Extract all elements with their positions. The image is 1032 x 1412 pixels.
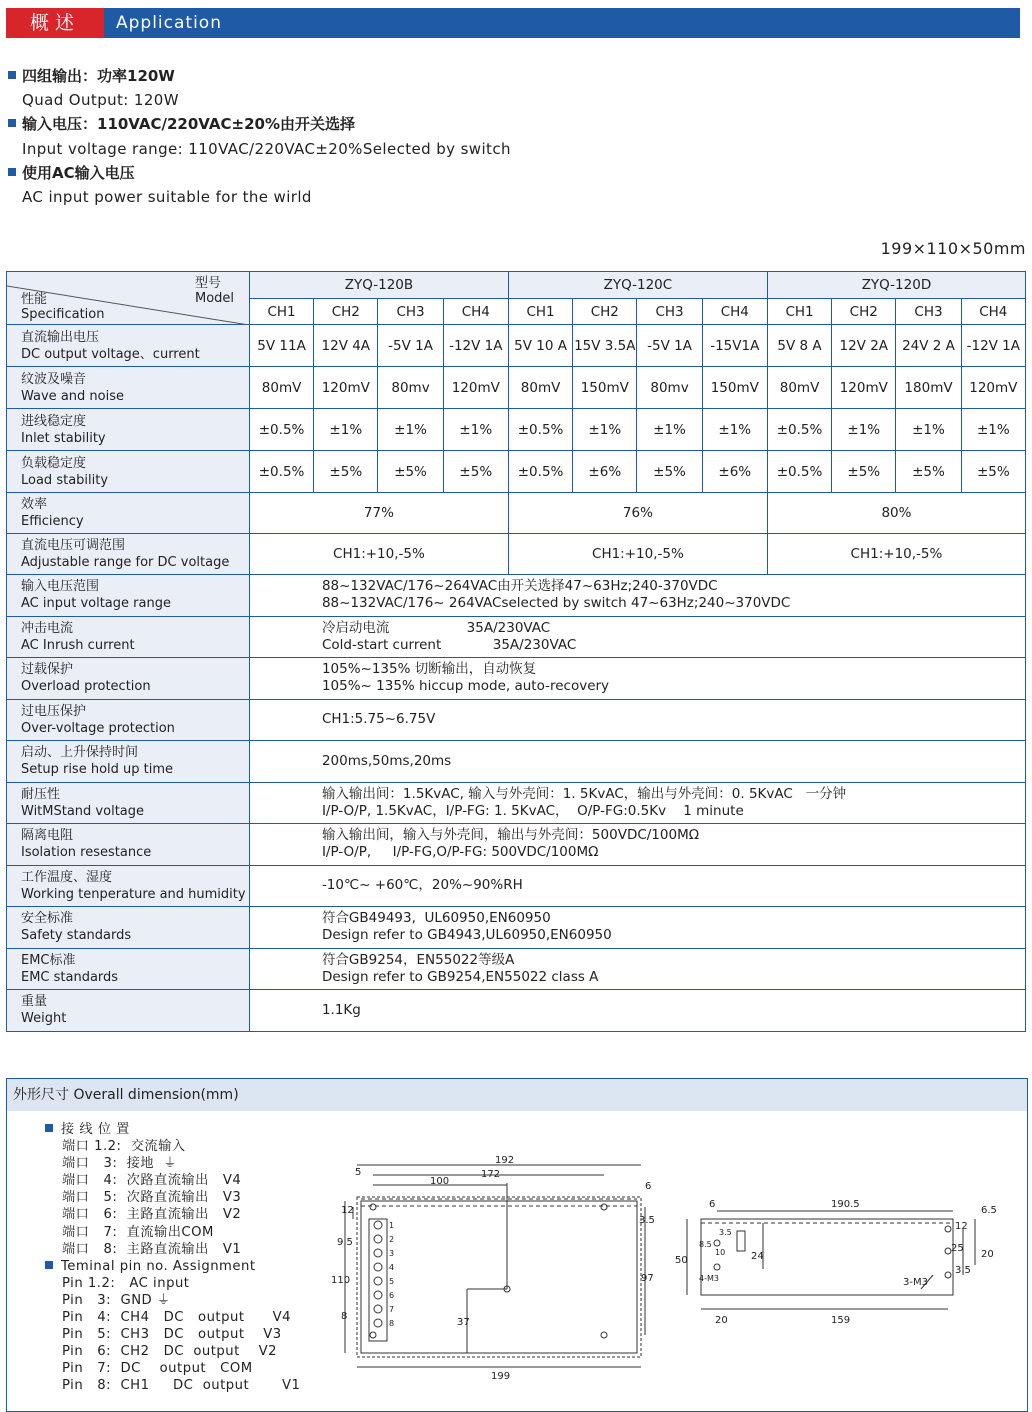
bullet-square-icon	[45, 1261, 53, 1269]
table-row	[7, 782, 1026, 824]
size-dimensions: 199×110×50mm	[880, 239, 1026, 258]
table-cell: -12V 1A	[443, 325, 508, 367]
table-cell: ±1%	[443, 409, 508, 451]
table-cell: 15V 3.5A	[573, 325, 637, 367]
terminal-number: 3	[389, 1249, 395, 1258]
row-label-cn: EMC标准	[21, 952, 76, 968]
cell-line: 符合GB49493, UL60950,EN60950	[321, 910, 551, 927]
dim-24: 24	[751, 1251, 764, 1262]
cell-line: 105%~ 135% hiccup mode, auto-recovery	[321, 678, 610, 695]
dimension-section-title: 外形尺寸 Overall dimension(mm)	[7, 1079, 1027, 1111]
row-label	[7, 409, 250, 451]
dim-97: 97	[641, 1273, 654, 1284]
row-label-en: Load stability	[21, 472, 109, 488]
table-cell: ±0.5%	[508, 409, 572, 451]
side-view-drawing	[671, 1189, 1011, 1389]
row-label-cn: 工作温度、湿度	[21, 869, 113, 885]
section-title-cn: 概述	[6, 8, 104, 38]
row-label	[7, 367, 250, 409]
table-cell: ±1%	[961, 409, 1025, 451]
cell-line: 1.1Kg	[321, 1001, 361, 1018]
table-cell	[249, 616, 1025, 658]
table-cell: 80mV	[508, 367, 572, 409]
row-label-cn: 隔离电阻	[21, 828, 74, 844]
dim-190-5: 190.5	[831, 1199, 860, 1210]
table-cell: 120mV	[314, 367, 378, 409]
table-cell: CH1:+10,-5%	[249, 534, 508, 575]
table-corner-cell	[7, 272, 250, 325]
row-label	[7, 575, 250, 617]
dim-3-5: 3.5	[719, 1228, 732, 1237]
table-cell: -12V 1A	[961, 325, 1025, 367]
table-cell	[249, 990, 1025, 1032]
row-label	[7, 741, 250, 783]
table-row	[7, 616, 1026, 658]
table-cell: ±5%	[314, 451, 378, 493]
table-row	[7, 741, 1026, 783]
cell-line: Design refer to GB4943,UL60950,EN60950	[321, 927, 612, 944]
row-label	[7, 865, 250, 907]
row-label-en: Weight	[21, 1011, 67, 1027]
terminal-number: 8	[389, 1319, 395, 1328]
dim-110: 110	[331, 1275, 351, 1286]
table-cell	[249, 575, 1025, 617]
corner-spec-label: 性能 Specification	[21, 292, 105, 322]
dim-8: 8	[341, 1311, 348, 1322]
row-label-en: Working tenperature and humidity	[21, 886, 246, 902]
dimension-section	[6, 1078, 1028, 1412]
dim-192: 192	[495, 1155, 515, 1166]
row-label	[7, 824, 250, 866]
row-label-cn: 耐压性	[21, 786, 61, 802]
table-cell: 12V 4A	[314, 325, 378, 367]
table-cell: -5V 1A	[637, 325, 702, 367]
model-header: ZYQ-120D	[767, 272, 1025, 299]
table-cell: 80mV	[249, 367, 313, 409]
dim-9-5: 9.5	[337, 1237, 353, 1248]
table-cell: -5V 1A	[378, 325, 443, 367]
pin-cn-item: 端口 1.2: 交流输入	[62, 1139, 186, 1155]
table-cell	[249, 782, 1025, 824]
table-cell: 80mv	[378, 367, 443, 409]
row-label-cn: 过载保护	[21, 662, 74, 678]
table-cell: ±1%	[896, 409, 961, 451]
table-cell: CH1:+10,-5%	[767, 534, 1025, 575]
cell-line: 105%~135% 切断输出，自动恢复	[321, 661, 537, 678]
row-label-cn: 冲击电流	[21, 620, 74, 636]
table-row	[7, 865, 1026, 907]
row-label	[7, 782, 250, 824]
cell-line: Cold-start current 35A/230VAC	[321, 636, 577, 653]
terminal-number: 6	[389, 1291, 395, 1300]
feature-list	[8, 64, 511, 209]
table-cell: 80mv	[637, 367, 702, 409]
channel-header: CH3	[378, 299, 443, 325]
table-cell	[249, 824, 1025, 866]
row-label-cn: 安全标准	[21, 911, 74, 927]
dim-4-m3: 4-M3	[699, 1274, 719, 1283]
table-cell: ±1%	[314, 409, 378, 451]
cell-line: -10℃~ +60℃，20%~90%RH	[321, 877, 523, 894]
feature-en: AC input power suitable for the wirld	[22, 188, 312, 207]
dim-20: 20	[981, 1249, 994, 1260]
corner-model-label: 型号 Model	[195, 276, 235, 306]
table-cell: 24V 2 A	[896, 325, 961, 367]
table-row	[7, 575, 1026, 617]
channel-header: CH1	[508, 299, 572, 325]
cell-line: 符合GB9254，EN55022等级A	[321, 951, 515, 968]
section-header	[6, 8, 1020, 38]
pin-en-item: Pin 3: GND ⏚	[62, 1292, 171, 1308]
row-label-cn: 过电压保护	[21, 703, 87, 719]
table-cell: 150mV	[702, 367, 767, 409]
table-cell: ±1%	[832, 409, 896, 451]
section-title-en: Application	[116, 13, 222, 33]
pin-assignment	[45, 1121, 300, 1395]
pin-cn-title: 接 线 位 置	[45, 1121, 300, 1138]
cell-line: I/P-O/P, I/P-FG,O/P-FG: 500VDC/100MΩ	[321, 844, 599, 861]
terminal-number: 5	[389, 1277, 395, 1286]
feature-cn: 四组输出：功率120W	[8, 64, 511, 88]
table-cell	[249, 741, 1025, 783]
channel-header: CH2	[573, 299, 637, 325]
table-cell: ±0.5%	[508, 451, 572, 493]
table-row	[7, 493, 1026, 534]
pin-en-item: Pin 6: CH2 DC output V2	[62, 1344, 277, 1360]
table-cell: 76%	[508, 493, 767, 534]
table-cell: -15V1A	[702, 325, 767, 367]
row-label-en: Wave and noise	[21, 388, 124, 404]
row-label	[7, 325, 250, 367]
model-header: ZYQ-120B	[249, 272, 508, 299]
cell-line: 输入输出间：1.5KvAC, 输入与外壳间：1. 5KvAC，输出与外壳间：0. 5KvAC 一分钟	[321, 785, 847, 802]
row-label-cn: 重量	[21, 994, 48, 1010]
dim-12: 12	[955, 1221, 968, 1232]
row-label-cn: 进线稳定度	[21, 413, 87, 429]
table-cell	[249, 907, 1025, 949]
row-label	[7, 699, 250, 741]
row-label-cn: 效率	[21, 497, 48, 512]
table-cell: 120mV	[961, 367, 1025, 409]
dim-8-5: 8.5	[699, 1240, 712, 1249]
table-cell: 5V 8 A	[767, 325, 831, 367]
cell-line: CH1:5.75~6.75V	[321, 711, 436, 728]
row-label-en: Adjustable range for DC voltage	[21, 555, 230, 570]
pin-cn-item: 端口 3: 接地 ⏚	[62, 1156, 178, 1172]
table-row	[7, 907, 1026, 949]
table-row	[7, 990, 1026, 1032]
bullet-square-icon	[8, 71, 16, 79]
dim-172: 172	[481, 1169, 501, 1180]
table-cell: 12V 2A	[832, 325, 896, 367]
terminal-number: 2	[389, 1235, 395, 1244]
dim-12: 12	[341, 1205, 354, 1216]
row-label-cn: 启动、上升保持时间	[21, 745, 139, 761]
table-cell: ±6%	[573, 451, 637, 493]
pin-cn-item: 端口 5: 次路直流输出 V3	[62, 1190, 242, 1206]
pin-en-item: Pin 7: DC output COM	[62, 1361, 253, 1377]
pin-en-item: Pin 4: CH4 DC output V4	[62, 1310, 292, 1326]
feature-en: Input voltage range: 110VAC/220VAC±20%Selected by switch	[22, 139, 511, 158]
pin-en-item: Pin 5: CH3 DC output V3	[62, 1327, 282, 1343]
cell-line: I/P-O/P, 1.5KvAC，I/P-FG: 1. 5KvAC， O/P-FG:0.5Kv 1 minute	[321, 802, 744, 819]
terminal-number: 7	[389, 1305, 395, 1314]
spec-table	[6, 271, 1026, 1032]
row-label	[7, 907, 250, 949]
feature-cn: 使用AC输入电压	[8, 161, 511, 185]
table-cell: 120mV	[832, 367, 896, 409]
dim-100: 100	[430, 1176, 450, 1187]
row-label-en: Safety standards	[21, 928, 132, 944]
channel-header: CH2	[832, 299, 896, 325]
channel-header: CH2	[314, 299, 378, 325]
table-row	[7, 824, 1026, 866]
row-label-en: Setup rise hold up time	[21, 762, 174, 778]
cell-line: 88~132VAC/176~ 264VACselected by switch 47~63Hz;240~370VDC	[321, 595, 791, 612]
dim-10: 10	[715, 1248, 726, 1257]
dim-37: 37	[457, 1317, 470, 1328]
row-label-cn: 输入电压范围	[21, 579, 100, 595]
channel-header: CH4	[961, 299, 1025, 325]
table-row	[7, 367, 1026, 409]
row-label-en: DC output voltage、current	[21, 346, 200, 362]
row-label-en: Isolation resestance	[21, 845, 152, 861]
row-label	[7, 451, 250, 493]
table-row	[7, 948, 1026, 990]
dim-5: 5	[355, 1167, 362, 1178]
table-cell: 80mV	[767, 367, 831, 409]
pin-cn-item: 端口 8: 主路直流输出 V1	[62, 1241, 242, 1257]
table-cell: 120mV	[443, 367, 508, 409]
top-view-drawing	[327, 1153, 667, 1411]
table-cell: ±5%	[832, 451, 896, 493]
pin-cn-item: 端口 6: 主路直流输出 V2	[62, 1207, 242, 1223]
model-header: ZYQ-120C	[508, 272, 767, 299]
terminal-number: 1	[389, 1221, 395, 1230]
dim-20: 20	[715, 1315, 728, 1326]
table-cell	[249, 865, 1025, 907]
table-cell: ±0.5%	[249, 451, 313, 493]
table-cell: ±5%	[443, 451, 508, 493]
row-label-cn: 负载稳定度	[21, 455, 87, 471]
table-cell: ±5%	[896, 451, 961, 493]
table-cell: ±1%	[702, 409, 767, 451]
row-label-en: Inlet stability	[21, 430, 106, 446]
table-cell	[249, 658, 1025, 700]
dim-25: 25	[951, 1243, 964, 1254]
table-cell	[249, 699, 1025, 741]
channel-header: CH1	[249, 299, 313, 325]
table-cell: 180mV	[896, 367, 961, 409]
row-label	[7, 990, 250, 1032]
dim-159: 159	[831, 1315, 851, 1326]
table-cell: ±0.5%	[767, 409, 831, 451]
row-label-en: Over-voltage protection	[21, 720, 175, 736]
dim-199: 199	[491, 1371, 511, 1382]
table-cell: ±1%	[378, 409, 443, 451]
table-cell: 80%	[767, 493, 1025, 534]
table-row	[7, 325, 1026, 367]
pin-en-title: Teminal pin no. Assignment	[45, 1258, 300, 1275]
table-cell: ±1%	[573, 409, 637, 451]
channel-header: CH1	[767, 299, 831, 325]
cell-line: 88~132VAC/176~264VAC由开关选择47~63Hz;240-370VDC	[321, 578, 718, 595]
row-label-cn: 直流输出电压	[21, 329, 100, 345]
row-label	[7, 493, 250, 534]
dim-3-m3: 3-M3	[903, 1277, 928, 1288]
row-label-cn: 纹波及噪音	[21, 371, 87, 387]
table-row	[7, 409, 1026, 451]
pin-cn-item: 端口 4: 次路直流输出 V4	[62, 1173, 242, 1189]
bullet-square-icon	[8, 168, 16, 176]
row-label	[7, 948, 250, 990]
row-label	[7, 658, 250, 700]
table-cell: 5V 10 A	[508, 325, 572, 367]
feature-en: Quad Output: 120W	[22, 91, 179, 110]
dim-6-5: 6.5	[981, 1205, 997, 1216]
table-cell: 5V 11A	[249, 325, 313, 367]
dim-6: 6	[645, 1181, 652, 1192]
table-cell: ±0.5%	[249, 409, 313, 451]
row-label-cn: 直流电压可调范围	[21, 538, 126, 553]
cell-line: Design refer to GB9254,EN55022 class A	[321, 968, 599, 985]
table-cell: ±1%	[637, 409, 702, 451]
table-row	[7, 699, 1026, 741]
table-cell	[249, 948, 1025, 990]
terminal-number: 4	[389, 1263, 395, 1272]
bullet-square-icon	[45, 1124, 53, 1132]
pin-cn-item: 端口 7: 直流输出COM	[62, 1224, 214, 1240]
row-label-en: Overload protection	[21, 679, 151, 695]
dim-3-5: 3.5	[955, 1265, 971, 1276]
channel-header: CH4	[443, 299, 508, 325]
table-cell: ±5%	[637, 451, 702, 493]
dim-3-5: 3.5	[639, 1215, 655, 1226]
table-cell: ±6%	[702, 451, 767, 493]
row-label-en: Efficiency	[21, 514, 84, 529]
table-cell: ±5%	[378, 451, 443, 493]
table-cell: 77%	[249, 493, 508, 534]
row-label-en: AC input voltage range	[21, 596, 171, 612]
table-cell: ±5%	[961, 451, 1025, 493]
channel-header: CH4	[702, 299, 767, 325]
cell-line: 输入输出间，输入与外壳间，输出与外壳间：500VDC/100MΩ	[321, 827, 700, 844]
dim-6: 6	[709, 1199, 716, 1210]
table-row	[7, 451, 1026, 493]
feature-cn: 输入电压：110VAC/220VAC±20%由开关选择	[8, 112, 511, 136]
pin-en-item: Pin 1.2: AC input	[62, 1275, 190, 1291]
row-label	[7, 616, 250, 658]
cell-line: 冷启动电流 35A/230VAC	[321, 619, 551, 636]
channel-header: CH3	[896, 299, 961, 325]
table-row	[7, 534, 1026, 575]
bullet-square-icon	[8, 119, 16, 127]
table-cell: 150mV	[573, 367, 637, 409]
row-label-en: EMC standards	[21, 969, 119, 985]
table-row	[7, 658, 1026, 700]
cell-line: 200ms,50ms,20ms	[321, 752, 452, 769]
row-label	[7, 534, 250, 575]
table-cell: ±0.5%	[767, 451, 831, 493]
pin-en-item: Pin 8: CH1 DC output V1	[62, 1378, 301, 1394]
table-cell: CH1:+10,-5%	[508, 534, 767, 575]
row-label-en: WitMStand voltage	[21, 803, 145, 819]
dim-50: 50	[675, 1255, 688, 1266]
channel-header: CH3	[637, 299, 702, 325]
row-label-en: AC Inrush current	[21, 637, 135, 653]
